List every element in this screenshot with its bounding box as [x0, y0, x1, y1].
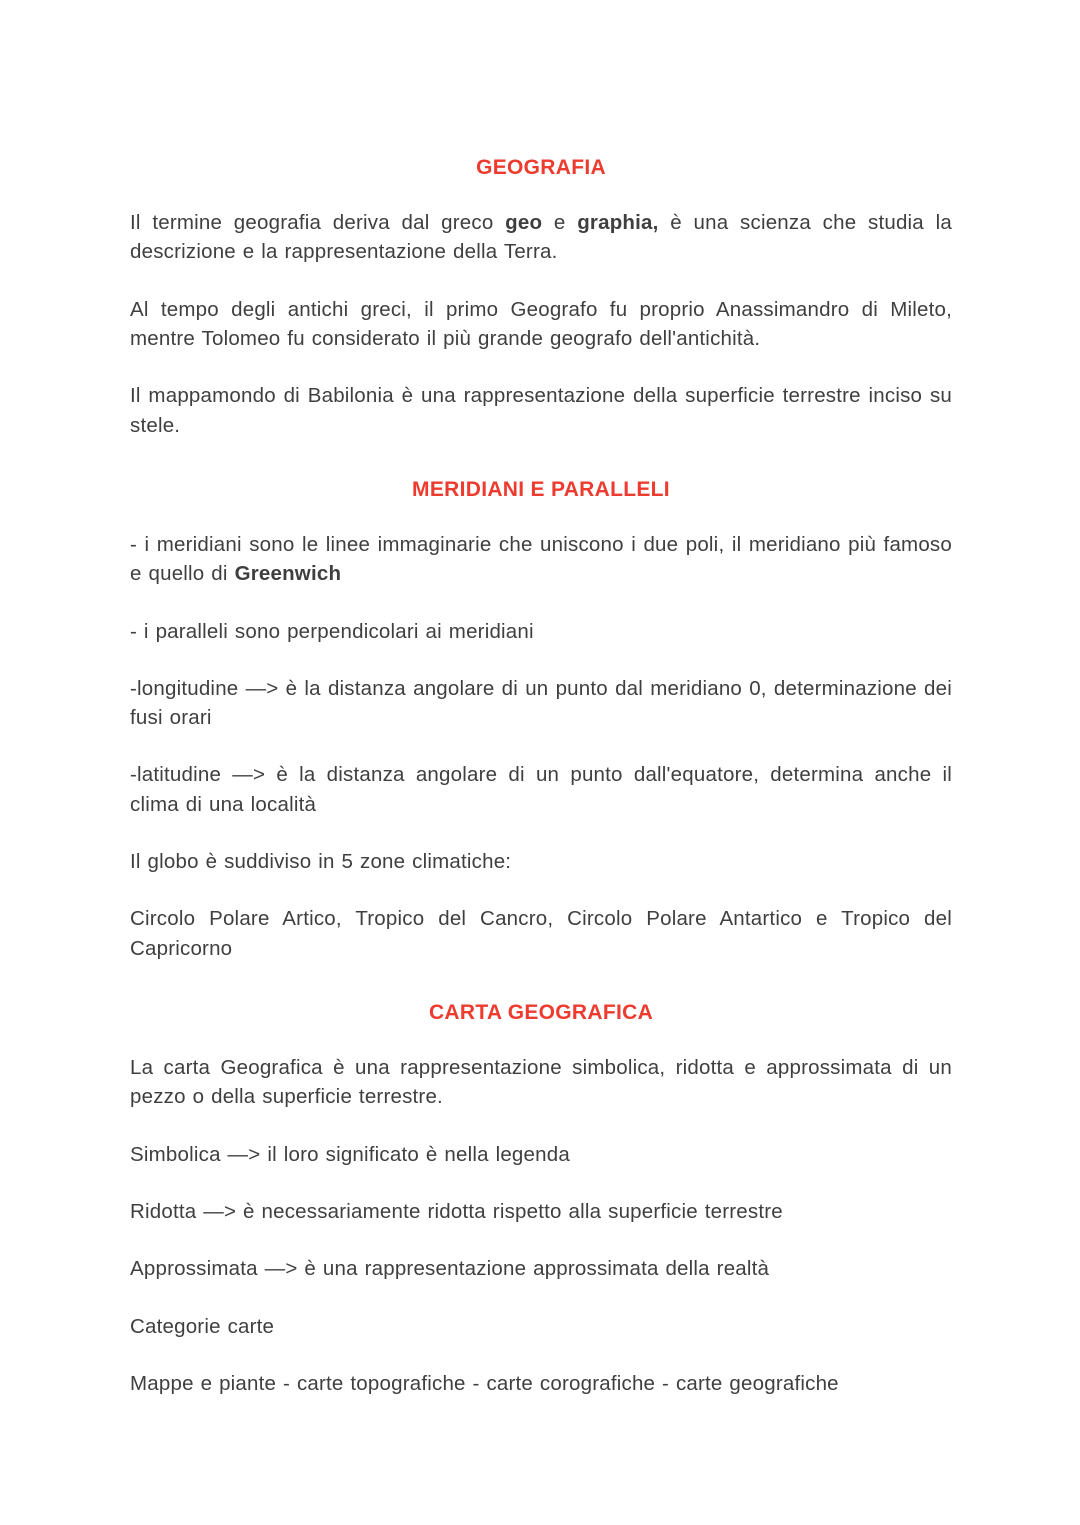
paragraph-zone-climatiche: Il globo è suddiviso in 5 zone climatiche:	[130, 850, 512, 874]
paragraph-latitudine: -latitudine —> è la distanza angolare di un punto dall'equatore, determina anche il clima di una località	[130, 763, 952, 816]
paragraph-paralleli: - i paralleli sono perpendicolari ai meridiani	[130, 619, 534, 643]
section-heading-meridiani-e-paralleli: MERIDIANI E PARALLELI	[412, 477, 670, 501]
paragraph-antichi-greci: Al tempo degli antichi greci, il primo Geografo fu proprio Anassimandro di Mileto, mentre Tolomeo fu considerato il più grande geografo dell'antichità.	[130, 297, 952, 350]
paragraph-mappamondo-babilonia: Il mappamondo di Babilonia è una rappresentazione della superficie terrestre inciso su stele.	[130, 384, 952, 437]
paragraph-carta-geografica-definizione: La carta Geografica è una rappresentazione simbolica, ridotta e approssimata di un pezzo o della superficie terrestre.	[130, 1056, 952, 1109]
paragraph-tipi-di-carte: Mappe e piante - carte topografiche - carte corografiche - carte geografiche	[130, 1371, 839, 1395]
section-heading-geografia: GEOGRAFIA	[476, 156, 606, 179]
paragraph-circoli-tropici: Circolo Polare Artico, Tropico del Cancro, Circolo Polare Antartico e Tropico del Capricorno	[130, 907, 952, 960]
paragraph-longitudine: -longitudine —> è la distanza angolare di un punto dal meridiano 0, determinazione dei fusi orari	[130, 676, 952, 730]
section-heading-carta-geografica: CARTA GEOGRAFICA	[428, 1001, 654, 1024]
paragraph-geografia-definizione: Il termine geografia deriva dal greco geo e graphia, è una scienza che studia la descrizione e la rappresentazione della Terra.	[130, 211, 952, 264]
paragraph-ridotta: Ridotta —> è necessariamente ridotta rispetto alla superficie terrestre	[130, 1199, 783, 1223]
paragraph-approssimata: Approssimata —> è una rappresentazione approssimata della realtà	[130, 1257, 770, 1281]
paragraph-meridiani: - i meridiani sono le linee immaginarie che uniscono i due poli, il meridiano più famoso e quello di Greenwich	[130, 532, 952, 586]
paragraph-categorie-carte: Categorie carte	[130, 1314, 275, 1338]
paragraph-simbolica: Simbolica —> il loro significato è nella legenda	[130, 1142, 570, 1166]
